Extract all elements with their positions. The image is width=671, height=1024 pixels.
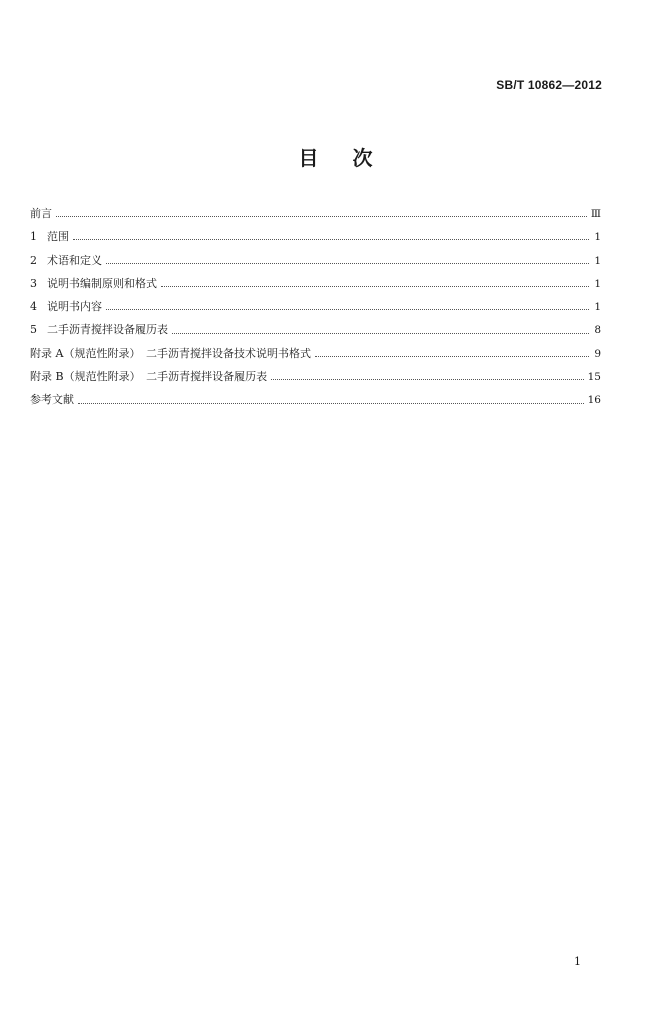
toc-entry-label: 二手沥青搅拌设备履历表 [47, 323, 168, 337]
table-of-contents [30, 202, 601, 412]
toc-leader-dots [172, 333, 589, 334]
toc-entry-references[interactable] [30, 388, 601, 411]
toc-entry-label: 术语和定义 [47, 253, 102, 267]
toc-entry-page: 15 [587, 371, 601, 384]
toc-leader-dots [106, 309, 589, 310]
toc-title-char-1: 目 [298, 146, 319, 170]
toc-entry-label: 参考文献 [30, 393, 74, 407]
toc-leader-dots [106, 263, 589, 264]
standard-code: SB/T 10862—2012 [496, 78, 602, 92]
toc-entry-label: 前言 [30, 207, 52, 220]
toc-entry-page: 16 [587, 394, 601, 407]
toc-title [0, 142, 671, 171]
toc-leader-dots [56, 216, 587, 217]
toc-entry-label: 附录 B（规范性附录） 二手沥青搅拌设备履历表 [30, 370, 268, 384]
toc-entry-page: 1 [594, 254, 601, 267]
toc-entry-number: 2 [30, 253, 37, 267]
toc-entry-5[interactable] [30, 318, 601, 341]
toc-entry-page: 1 [594, 277, 601, 290]
toc-entry-3[interactable] [30, 272, 601, 295]
toc-entry-appendix-b[interactable] [30, 365, 601, 388]
toc-entry-2[interactable] [30, 249, 601, 272]
toc-entry-appendix-a[interactable] [30, 342, 601, 365]
toc-entry-page: 1 [594, 301, 601, 314]
toc-title-char-2: 次 [352, 146, 373, 170]
toc-leader-dots [161, 286, 589, 287]
toc-leader-dots [73, 239, 589, 240]
toc-entry-label: 说明书编制原则和格式 [47, 276, 157, 290]
toc-entry-label: 附录 A（规范性附录） 二手沥青搅拌设备技术说明书格式 [30, 346, 311, 360]
toc-entry-number: 3 [30, 276, 37, 290]
toc-entry-1[interactable] [30, 225, 601, 248]
toc-entry-label: 说明书内容 [47, 300, 102, 314]
toc-leader-dots [271, 379, 584, 380]
toc-leader-dots [78, 403, 584, 404]
toc-entry-page: 8 [594, 324, 601, 337]
toc-entry-4[interactable] [30, 295, 601, 318]
toc-entry-number: 1 [30, 230, 37, 244]
page-number: 1 [574, 955, 581, 968]
toc-entry-number: 5 [30, 323, 37, 337]
toc-entry-preface[interactable] [30, 202, 601, 225]
toc-entry-label: 范围 [47, 230, 69, 244]
toc-entry-number: 4 [30, 300, 37, 314]
toc-entry-page: 1 [594, 231, 601, 244]
toc-entry-page: 9 [594, 347, 601, 360]
toc-leader-dots [315, 356, 589, 357]
toc-entry-page: Ⅲ [590, 208, 601, 220]
